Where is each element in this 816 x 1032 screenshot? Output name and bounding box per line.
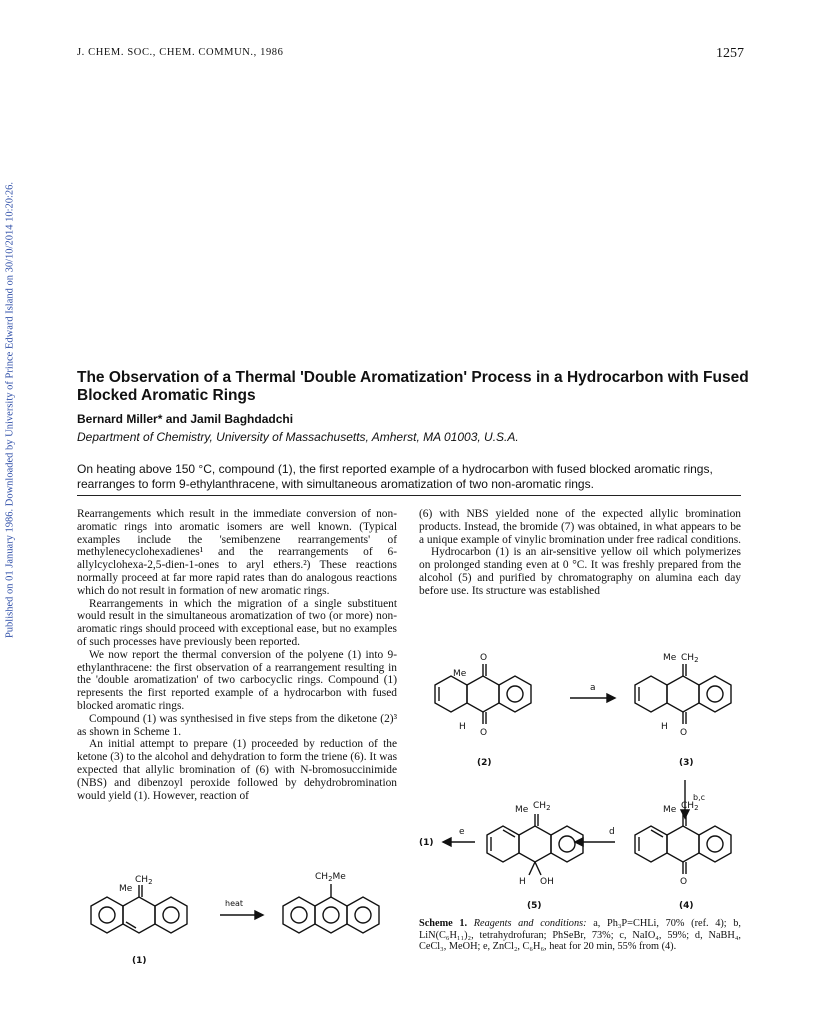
methyl-label: Me bbox=[663, 653, 677, 663]
methylene-label: $CH_2$ bbox=[135, 875, 153, 886]
methylene-label: $CH_2$ bbox=[681, 801, 699, 812]
compound-2-structure bbox=[435, 664, 531, 724]
methylene-label: $CH_2$ bbox=[681, 653, 699, 664]
body-column-right bbox=[419, 508, 741, 598]
article-title: The Observation of a Thermal 'Double Aromatization' Process in a Hydrocarbon with Fused Blocked Aromatic Rings bbox=[77, 369, 749, 404]
caption-label: Scheme 1. bbox=[419, 918, 468, 929]
article-abstract: On heating above 150 °C, compound (1), the first reported example of a hydrocarbon with fused blocked aromatic rings, rearranges to form 9-ethylanthracene, with simultaneous aromatization of two non-aromatic rings. bbox=[77, 462, 713, 491]
ethyl-label: $CH_2Me$ bbox=[315, 872, 346, 883]
hydroxyl-label: OH bbox=[540, 877, 554, 887]
compound-3-label: (3) bbox=[679, 758, 694, 768]
methyl-label: Me bbox=[453, 669, 467, 679]
hydrogen-label: H bbox=[661, 722, 668, 732]
paragraph: Rearrangements which result in the immediate conversion of non-aromatic rings into aromatic isomers are well known. (Typical examples include the 'semibenzene rearrangements' of methylenecyclohexadienes¹ and the rearrangements of 6-allylcyclohexa-2,5-dien-1-ones to aryl ethers.²) These reactions normally proceed at far more rapid rates than do analogous reactions which do not result in formation of new aromatic rings. bbox=[77, 508, 397, 597]
compound-2-label: (2) bbox=[477, 758, 492, 768]
paragraph: (6) with NBS yielded none of the expected allylic bromination products. Instead, the bromide (7) was obtained, in what appears to be a unique example of vinylic bromination under free radical conditions. bbox=[419, 508, 741, 546]
article-affiliation: Department of Chemistry, University of Massachusetts, Amherst, MA 01003, U.S.A. bbox=[77, 430, 519, 444]
page-number: 1257 bbox=[716, 46, 744, 61]
download-notice[interactable] bbox=[2, 160, 18, 660]
scheme-1-graphic bbox=[415, 630, 755, 915]
methyl-label: Me bbox=[663, 805, 677, 815]
oxygen-label: O bbox=[480, 653, 488, 663]
paragraph: We now report the thermal conversion of the polyene (1) into 9-ethylanthracene: the first observation of a rearrangement resulting in the 'double aromatization' of two carbocyclic rings. Compound (1) represents the first reported example of a hydrocarbon with fused blocked aromatic rings. bbox=[77, 648, 397, 712]
step-bc-label: b,c bbox=[693, 793, 706, 802]
running-head: J. CHEM. SOC., CHEM. COMMUN., 1986 bbox=[77, 47, 284, 58]
step-e-label: e bbox=[459, 827, 465, 837]
compound-4-structure bbox=[635, 814, 731, 874]
compound-1-label: (1) bbox=[132, 956, 147, 966]
methyl-label: Me bbox=[119, 884, 133, 894]
methyl-label: Me bbox=[515, 805, 529, 815]
caption-text: a, Ph₃P=CHLi, 70% (ref. 4); b, LiN(C₆H₁₁)₂, tetrahydrofuran; PhSeBr, 73%; c, NaIO₄, 59%; d, NaBH₄, CeCl₃, MeOH; e, ZnCl₂, C₆H₆, heat for 20 min, 55% from (4). bbox=[419, 918, 742, 953]
step-a-label: a bbox=[590, 683, 596, 693]
rearrangement-graphic bbox=[85, 868, 395, 978]
header-rule bbox=[77, 495, 741, 496]
paragraph: Hydrocarbon (1) is an air-sensitive yellow oil which polymerizes on prolonged standing even at 0 °C. It was freshly prepared from the alcohol (5) and purified by chromatography on alumina each day before use. Its structure was established bbox=[419, 546, 741, 597]
compound-1-structure bbox=[91, 885, 187, 933]
oxygen-label: O bbox=[680, 728, 688, 738]
paragraph: An initial attempt to prepare (1) proceeded by reduction of the ketone (3) to the alcohol and dehydration to form the triene (6). It was expected that allylic bromination of (6) with N-bromosuccinimide (NBS) and dibenzoyl peroxide followed by dehydrobromination would yield (1). However, reaction of bbox=[77, 738, 397, 802]
paragraph: Compound (1) was synthesised in five steps from the diketone (2)³ as shown in Scheme 1. bbox=[77, 712, 397, 738]
paragraph: Rearrangements in which the migration of a single substituent would result in the simultaneous aromatization of two (or more) non-aromatic rings should proceed with exceptional ease, but no examples of such processes have previously been reported. bbox=[77, 597, 397, 648]
methylene-label: $CH_2$ bbox=[533, 801, 551, 812]
hydrogen-label: H bbox=[459, 722, 466, 732]
compound-5-structure bbox=[487, 814, 583, 875]
compound-4-label: (4) bbox=[679, 901, 694, 911]
oxygen-label: O bbox=[480, 728, 488, 738]
ethylanthracene-structure bbox=[283, 884, 379, 933]
scheme-caption bbox=[419, 918, 741, 953]
article-authors: Bernard Miller* and Jamil Baghdadchi bbox=[77, 412, 294, 426]
oxygen-label: O bbox=[680, 877, 688, 887]
heat-label: heat bbox=[225, 899, 244, 908]
compound-5-label: (5) bbox=[527, 901, 542, 911]
download-notice-text[interactable]: Published on 01 January 1986. Downloaded by University of Prince Edward Island on 30/10/2014 10:20:26. bbox=[4, 181, 16, 639]
caption-intro: Reagents and conditions: bbox=[473, 918, 587, 929]
compound-1-label: (1) bbox=[419, 838, 434, 848]
step-d-label: d bbox=[609, 827, 615, 837]
body-column-left bbox=[77, 508, 397, 802]
hydrogen-label: H bbox=[519, 877, 526, 887]
compound-3-structure bbox=[635, 664, 731, 724]
